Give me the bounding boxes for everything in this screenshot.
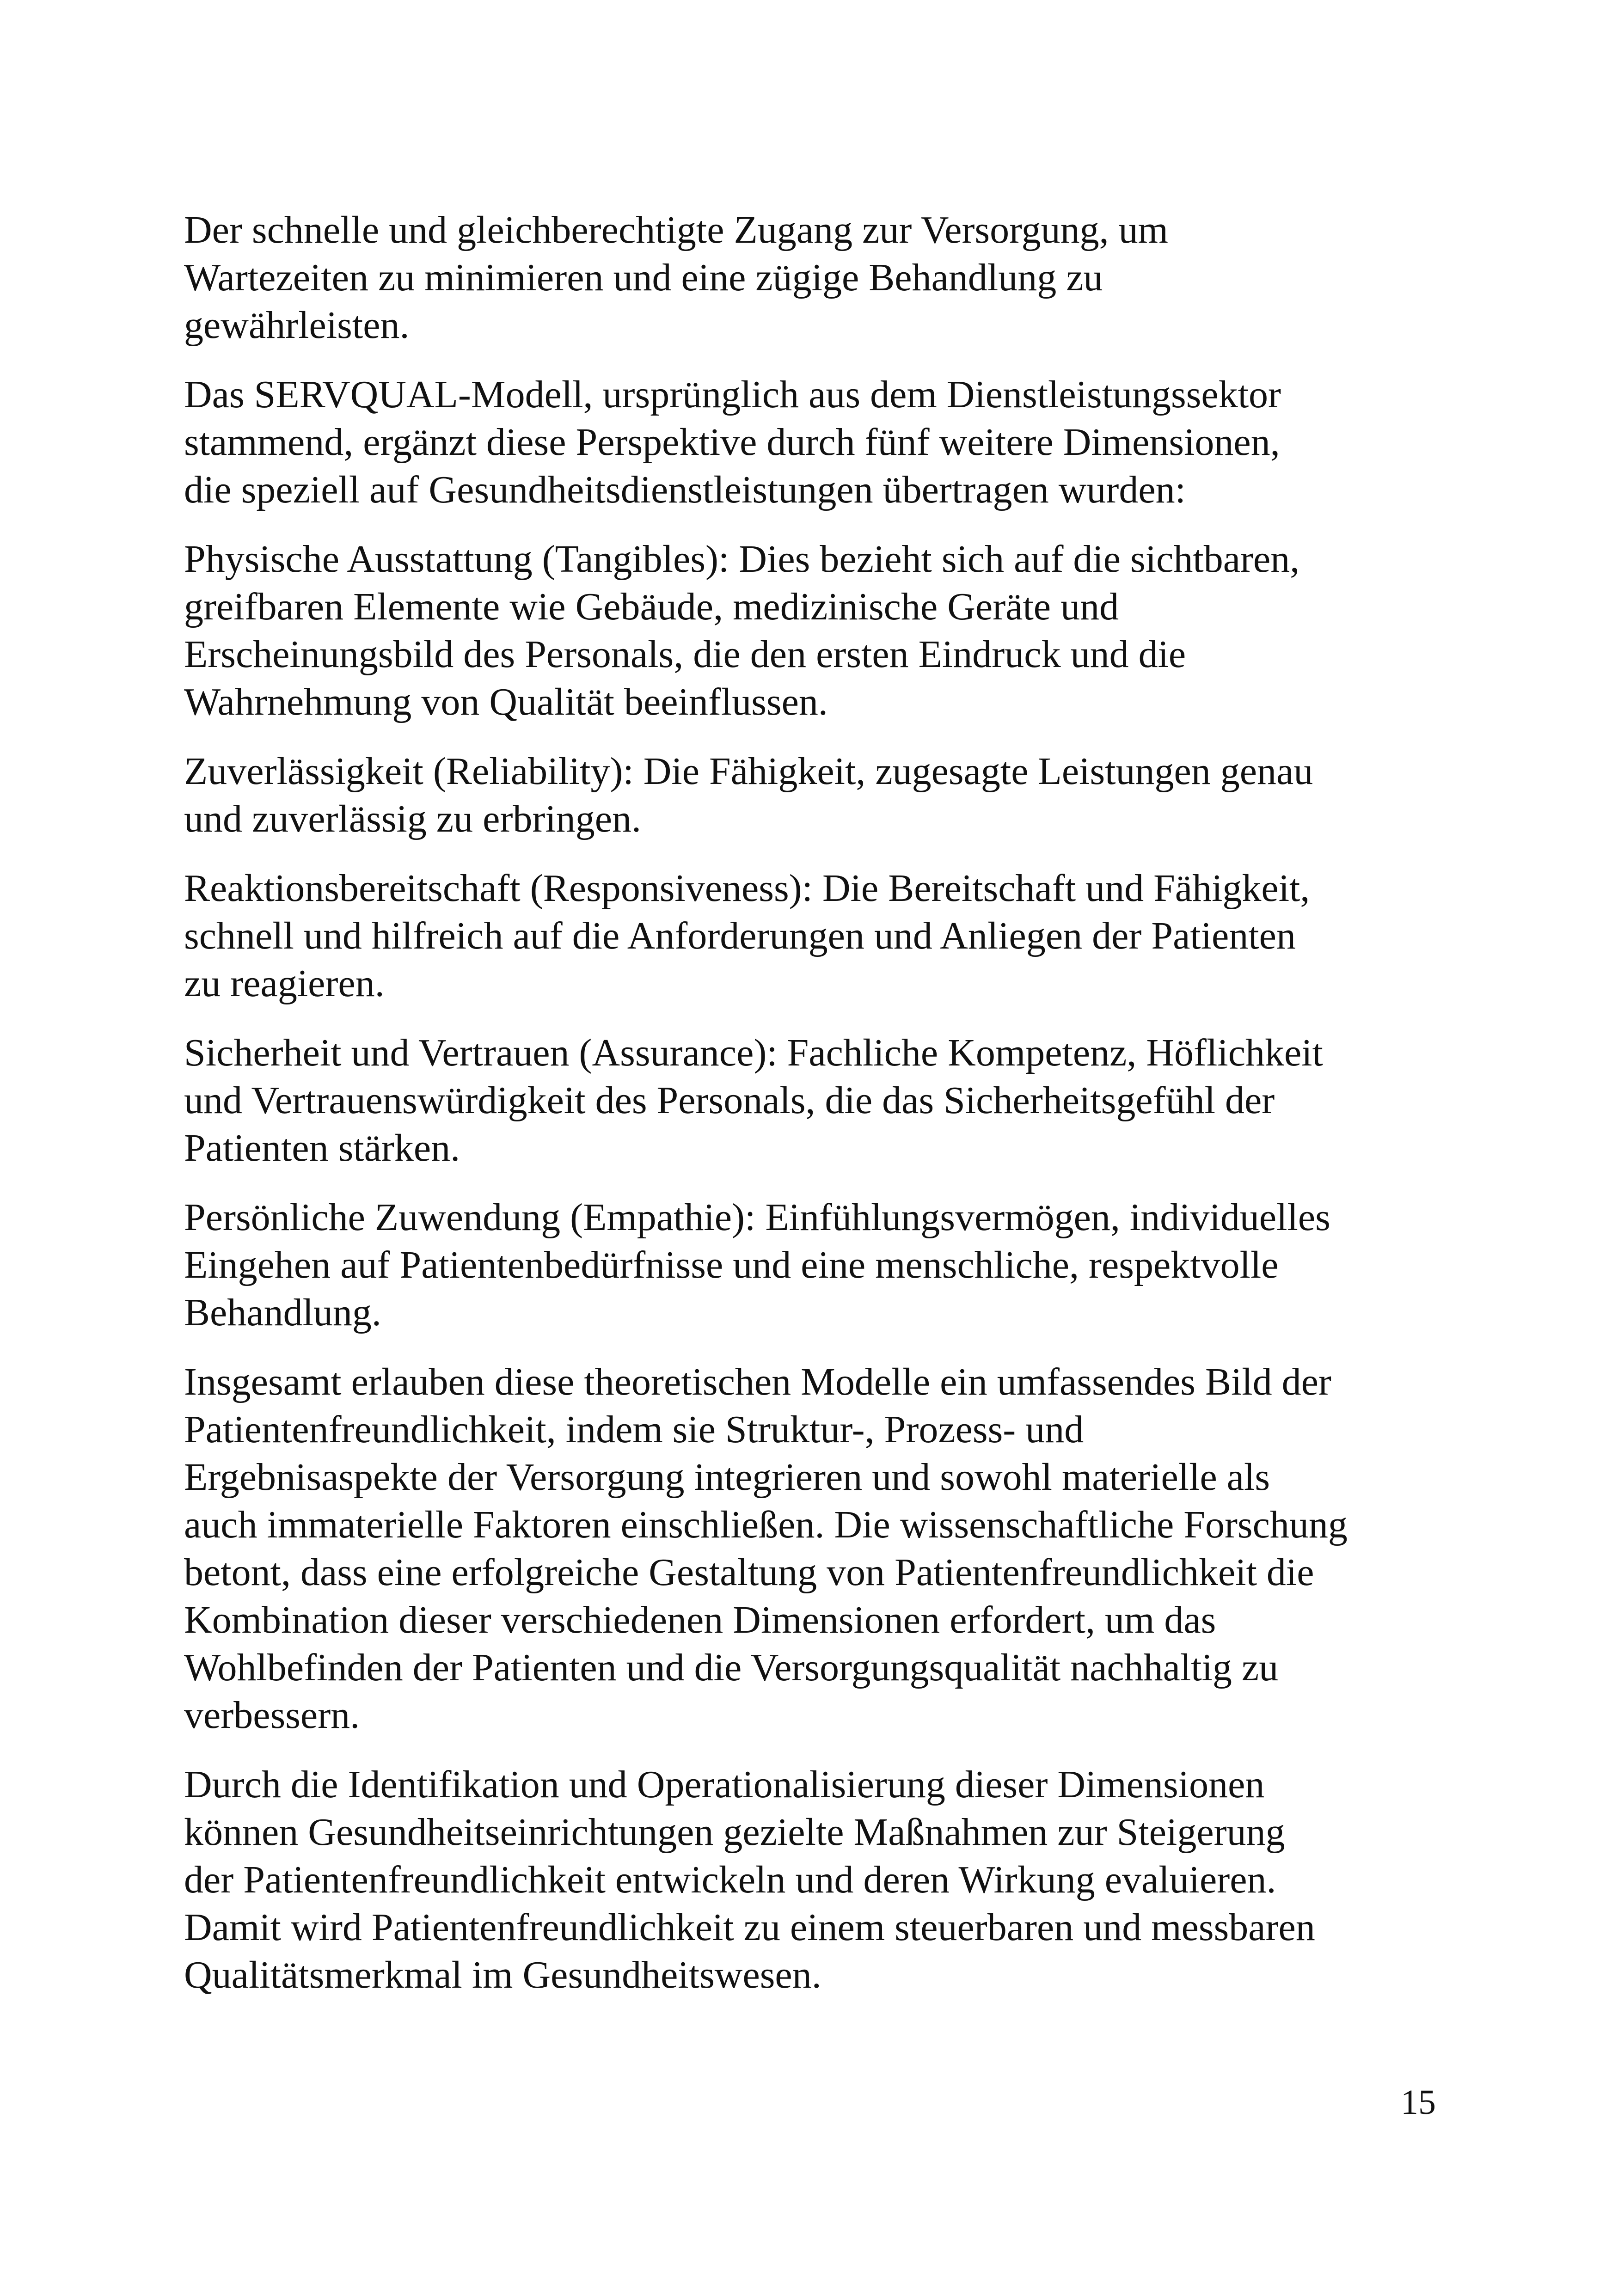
text-line: Wohlbefinden der Patienten und die Versorgungsqualität nachhaltig zu xyxy=(184,1646,1279,1689)
paragraph-summary xyxy=(184,1358,1460,1739)
text-line: Erscheinungsbild des Personals, die den ersten Eindruck und die xyxy=(184,633,1186,676)
paragraph-access xyxy=(184,206,1460,349)
paragraph-responsiveness xyxy=(184,864,1460,1007)
paragraph-reliability xyxy=(184,747,1460,843)
text-line: und Vertrauenswürdigkeit des Personals, die das Sicherheitsgefühl der xyxy=(184,1079,1275,1122)
text-line: Durch die Identifikation und Operationalisierung dieser Dimensionen xyxy=(184,1763,1265,1806)
text-line: Eingehen auf Patientenbedürfnisse und eine menschliche, respektvolle xyxy=(184,1243,1279,1286)
text-line: verbessern. xyxy=(184,1694,360,1737)
text-line: Wartezeiten zu minimieren und eine zügige Behandlung zu xyxy=(184,256,1103,299)
text-line: Qualitätsmerkmal im Gesundheitswesen. xyxy=(184,1953,821,1996)
paragraph-conclusion xyxy=(184,1761,1460,1999)
text-line: Der schnelle und gleichberechtigte Zugang zur Versorgung, um xyxy=(184,208,1168,251)
text-line: Damit wird Patientenfreundlichkeit zu einem steuerbaren und messbaren xyxy=(184,1906,1315,1949)
paragraph-servqual-intro xyxy=(184,371,1460,514)
paragraph-empathy xyxy=(184,1194,1460,1336)
text-line: und zuverlässig zu erbringen. xyxy=(184,797,642,840)
text-line: Patientenfreundlichkeit, indem sie Struktur-, Prozess- und xyxy=(184,1408,1084,1451)
text-line: der Patientenfreundlichkeit entwickeln und deren Wirkung evaluieren. xyxy=(184,1858,1276,1901)
text-line: Insgesamt erlauben diese theoretischen Modelle ein umfassendes Bild der xyxy=(184,1360,1331,1403)
text-line: auch immaterielle Faktoren einschließen. Die wissenschaftliche Forschung xyxy=(184,1503,1348,1546)
text-line: können Gesundheitseinrichtungen gezielte Maßnahmen zur Steigerung xyxy=(184,1811,1285,1854)
text-line: Ergebnisaspekte der Versorgung integrieren und sowohl materielle als xyxy=(184,1456,1270,1499)
text-line: gewährleisten. xyxy=(184,304,410,347)
text-line: zu reagieren. xyxy=(184,962,385,1005)
text-line: Sicherheit und Vertrauen (Assurance): Fachliche Kompetenz, Höflichkeit xyxy=(184,1031,1323,1074)
text-line: Wahrnehmung von Qualität beeinflussen. xyxy=(184,680,828,723)
text-line: stammend, ergänzt diese Perspektive durch fünf weitere Dimensionen, xyxy=(184,421,1280,464)
text-line: Reaktionsbereitschaft (Responsiveness): Die Bereitschaft und Fähigkeit, xyxy=(184,867,1310,910)
page-number: 15 xyxy=(1401,2083,1436,2122)
text-line: schnell und hilfreich auf die Anforderungen und Anliegen der Patienten xyxy=(184,914,1296,957)
text-line: greifbaren Elemente wie Gebäude, medizinische Geräte und xyxy=(184,585,1119,628)
text-line: Zuverlässigkeit (Reliability): Die Fähigkeit, zugesagte Leistungen genau xyxy=(184,750,1313,793)
paragraph-assurance xyxy=(184,1029,1460,1172)
paragraph-tangibles xyxy=(184,535,1460,726)
text-line: betont, dass eine erfolgreiche Gestaltung von Patientenfreundlichkeit die xyxy=(184,1551,1314,1594)
text-line: Kombination dieser verschiedenen Dimensionen erfordert, um das xyxy=(184,1598,1216,1641)
text-line: Physische Ausstattung (Tangibles): Dies bezieht sich auf die sichtbaren, xyxy=(184,538,1300,581)
text-line: Behandlung. xyxy=(184,1291,381,1334)
text-line: Persönliche Zuwendung (Empathie): Einfühlungsvermögen, individuelles xyxy=(184,1196,1330,1239)
text-line: die speziell auf Gesundheitsdienstleistungen übertragen wurden: xyxy=(184,468,1186,511)
text-line: Das SERVQUAL-Modell, ursprünglich aus dem Dienstleistungssektor xyxy=(184,373,1281,416)
text-line: Patienten stärken. xyxy=(184,1127,460,1169)
body-text xyxy=(184,206,1460,2020)
